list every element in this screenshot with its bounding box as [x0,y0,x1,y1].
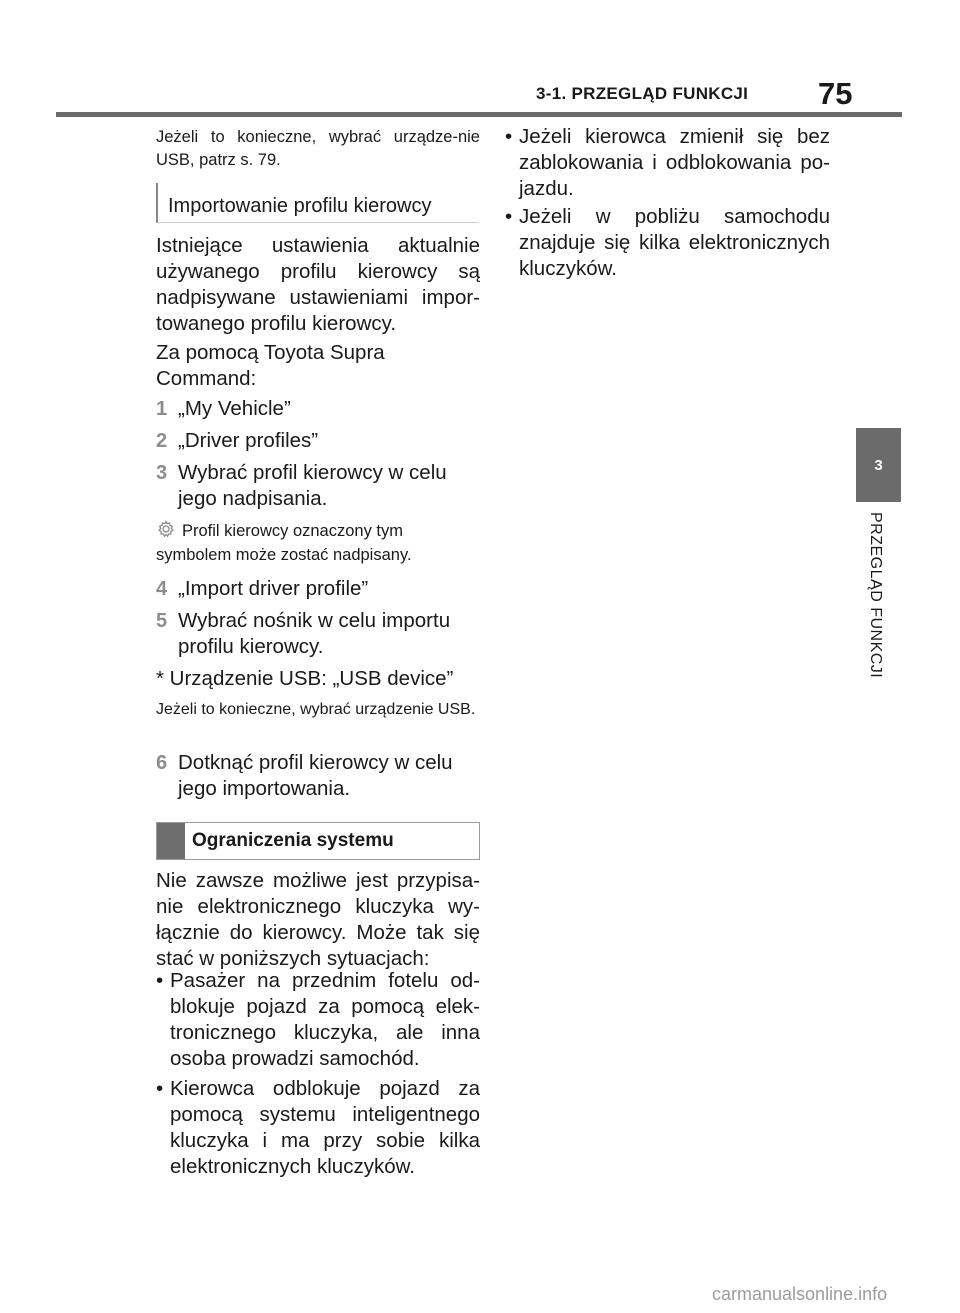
list-item-text: Pasażer na przednim fotelu od-blokuje pojazd za pomocą elek-tronicznego kluczyka, ale inna osoba prowadzi samochód. [170,969,480,1070]
step-number: 3 [156,462,168,484]
step-text: Wybrać profil kierowcy w celu jego nadpisania. [178,461,447,510]
step-text: Wybrać nośnik w celu importu profilu kierowcy. [178,609,451,658]
symbol-note [156,519,480,567]
chapter-tab: 3 [856,428,901,502]
step-4 [156,576,486,602]
page-number: 75 [818,76,853,111]
usb-note: Jeżeli to konieczne, wybrać urządzenie USB. [156,701,476,718]
gear-icon [156,519,176,539]
step-text: Dotknąć profil kierowcy w celu jego importowania. [178,751,453,800]
list-item-text: Jeżeli kierowca zmienił się bez zablokowania i odblokowania po-jazdu. [519,125,830,200]
step-6 [156,750,466,802]
step-text: „My Vehicle” [178,397,291,420]
step-number: 2 [156,430,168,452]
usb-device-line: * Urządzenie USB: „USB device” [156,667,454,690]
step-number: 4 [156,578,168,600]
list-item-text: Jeżeli w pobliżu samochodu znajduje się kilka elektronicznych kluczyków. [519,205,830,280]
step-number: 5 [156,610,168,632]
bullet-dot: • [505,125,513,148]
paragraph-limitations: Nie zawsze możliwe jest przypisa-nie elektronicznego kluczyka wy-łącznie do kierowcy. Może tak się stać w poniższych sytuacjach: [156,869,480,970]
section-heading-bar [157,823,185,859]
subheading: Importowanie profilu kierowcy [156,183,479,223]
bullet-dot: • [505,205,513,228]
step-text: „Import driver profile” [178,577,369,600]
step-number: 1 [156,398,168,420]
list-item [505,124,830,202]
step-1 [156,396,486,422]
bullet-dot: • [156,969,164,992]
list-item-text: Kierowca odblokuje pojazd za pomocą systemu inteligentnego kluczyka i ma przy sobie kilka elektronicznych kluczyków. [170,1077,480,1178]
symbol-note-text: Profil kierowcy oznaczony tym symbolem może zostać nadpisany. [156,522,412,564]
watermark: carmanualsonline.info [712,1284,888,1304]
chapter-label: PRZEGLĄD FUNKCJI [867,512,884,679]
intro-note: Jeżeli to konieczne, wybrać urządze-nie USB, patrz s. 79. [156,128,480,169]
step-2 [156,428,486,454]
bullet-dot: • [156,1077,164,1100]
step-3 [156,460,456,512]
list-item [156,968,480,1072]
section-heading: Ograniczenia systemu [192,830,394,851]
step-5 [156,608,466,660]
list-item [505,204,830,282]
section-heading-box [156,822,480,860]
paragraph-command: Za pomocą Toyota Supra Command: [156,341,385,390]
paragraph-overwrite: Istniejące ustawienia aktualnie używanego profilu kierowcy są nadpisywane ustawieniami impor-towanego profilu kierowcy. [156,234,480,335]
step-text: „Driver profiles” [178,429,319,452]
list-item [156,1076,480,1180]
header-divider [56,112,902,117]
section-title: 3-1. PRZEGLĄD FUNKCJI [536,84,749,103]
step-number: 6 [156,752,168,774]
